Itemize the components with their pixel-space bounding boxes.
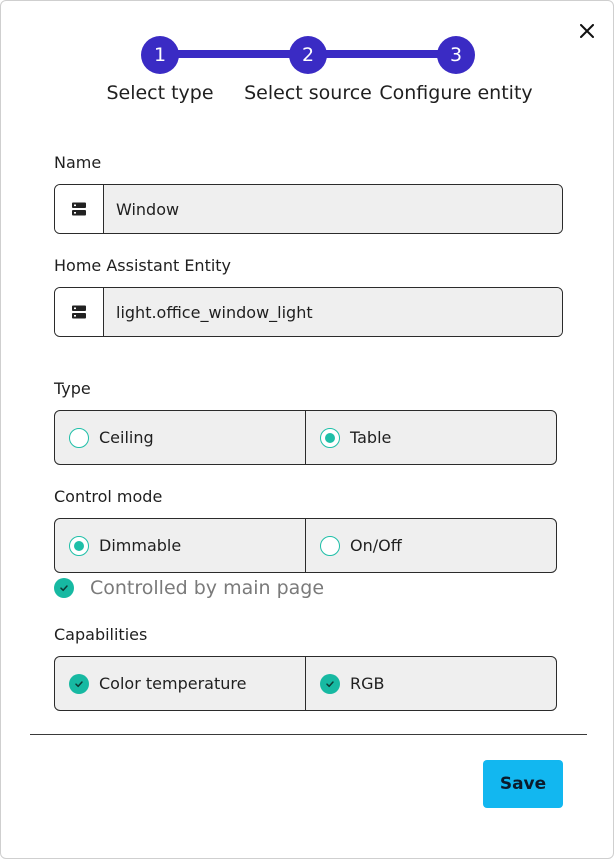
entity-input-group (54, 287, 563, 337)
entity-input[interactable] (104, 288, 562, 336)
capabilities-selector (54, 656, 557, 711)
capability-rgb[interactable] (305, 657, 556, 710)
step-2-label: Select source (244, 82, 372, 104)
type-option-table[interactable] (305, 411, 556, 464)
type-option-label: Table (350, 428, 392, 447)
step-1-label: Select type (106, 82, 214, 104)
checkmark-icon (69, 674, 89, 694)
step-connector-1 (171, 50, 295, 58)
input-prefix (55, 185, 104, 233)
server-icon (71, 304, 87, 320)
type-option-ceiling[interactable] (55, 411, 305, 464)
controlled-by-main-label: Controlled by main page (90, 577, 325, 599)
control-mode-option-onoff[interactable] (305, 519, 556, 572)
control-mode-selector (54, 518, 557, 573)
stepper (1, 1, 614, 121)
input-prefix (55, 288, 104, 336)
step-3-circle[interactable] (437, 36, 475, 74)
type-option-label: Ceiling (99, 428, 154, 447)
control-mode-label: Control mode (54, 487, 163, 506)
step-1-number: 1 (153, 44, 167, 66)
radio-unselected-icon (69, 428, 89, 448)
step-connector-2 (321, 50, 445, 58)
capability-color-temperature[interactable] (55, 657, 305, 710)
name-label: Name (54, 153, 102, 172)
capabilities-label: Capabilities (54, 625, 148, 644)
radio-selected-icon (69, 536, 89, 556)
step-3-label: Configure entity (379, 82, 533, 104)
type-label: Type (54, 379, 91, 398)
server-icon (71, 201, 87, 217)
radio-unselected-icon (320, 536, 340, 556)
radio-selected-icon (320, 428, 340, 448)
type-selector (54, 410, 557, 465)
step-3-number: 3 (449, 44, 463, 66)
step-2-circle[interactable] (289, 36, 327, 74)
control-mode-option-label: On/Off (350, 536, 402, 555)
step-1-circle[interactable] (141, 36, 179, 74)
name-input-group (54, 184, 563, 234)
footer-divider (30, 734, 587, 735)
control-mode-option-label: Dimmable (99, 536, 182, 555)
control-mode-option-dimmable[interactable] (55, 519, 305, 572)
name-input[interactable] (104, 185, 562, 233)
capability-label: Color temperature (99, 674, 247, 693)
step-2-number: 2 (301, 44, 315, 66)
entity-label: Home Assistant Entity (54, 256, 232, 275)
checkmark-icon (54, 578, 74, 598)
save-button[interactable]: Save (483, 760, 563, 808)
controlled-by-main-checkbox[interactable] (54, 577, 324, 599)
capability-label: RGB (350, 674, 385, 693)
checkmark-icon (320, 674, 340, 694)
